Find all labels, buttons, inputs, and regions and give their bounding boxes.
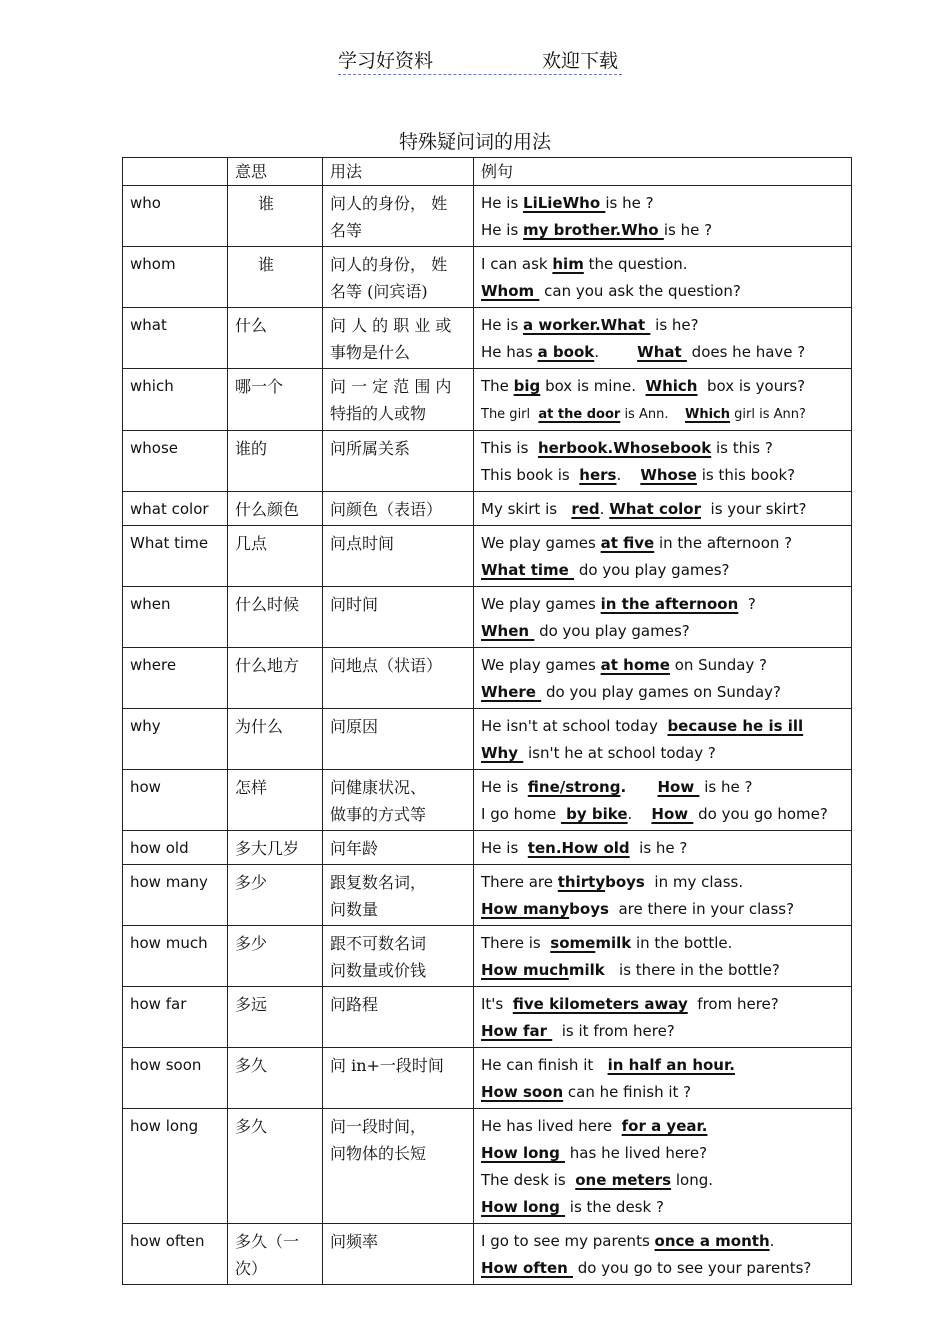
example-sentence	[481, 835, 844, 862]
meaning-cell: 哪一个	[228, 369, 323, 431]
sentence-text: He can finish it	[481, 1056, 608, 1074]
sentence-text: We play games	[481, 656, 601, 674]
usage-line: 特指的人或物	[330, 404, 427, 423]
answer-highlight: How far	[481, 1022, 553, 1040]
usage-cell	[323, 831, 474, 865]
example-sentence	[481, 1228, 844, 1255]
sentence-text: is he ?	[663, 221, 713, 239]
sentence-text: .	[620, 778, 658, 796]
answer-highlight: by bike	[560, 805, 628, 823]
page-header	[338, 46, 622, 75]
usage-line: 做事的方式等	[330, 805, 427, 824]
sentence-text: The	[481, 377, 514, 395]
sentence-text: is this ?	[711, 439, 773, 457]
usage-line: 问健康状况、	[330, 778, 427, 797]
meaning-cell: 多久（一次）	[228, 1224, 323, 1285]
header-left-text: 学习好资料	[338, 50, 434, 72]
answer-highlight: him	[552, 255, 584, 273]
sentence-text: has he lived here?	[565, 1144, 708, 1162]
table-row	[123, 526, 852, 587]
usage-line: 事物是什么	[330, 343, 411, 362]
sentence-text: can he finish it ?	[563, 1083, 692, 1101]
usage-line: 问 in+一段时间	[330, 1056, 444, 1075]
usage-line: 问 一 定 范 围 内	[330, 377, 452, 396]
usage-cell	[323, 526, 474, 587]
sentence-text: do you go to see your parents?	[573, 1259, 812, 1277]
sentence-text: .	[616, 466, 641, 484]
example-sentence	[481, 1255, 844, 1282]
sentence-text: is he ?	[699, 778, 753, 796]
question-word-cell: how long	[123, 1109, 228, 1224]
table-row	[123, 308, 852, 369]
example-sentence	[481, 1140, 844, 1167]
example-sentence	[481, 496, 844, 523]
sentence-text: boys	[569, 900, 609, 918]
question-word-cell: how far	[123, 987, 228, 1048]
usage-line: 问点时间	[330, 534, 395, 553]
sentence-text: do you play games?	[534, 622, 690, 640]
sentence-text: do you play games on Sunday?	[541, 683, 781, 701]
answer-highlight: Why	[481, 744, 524, 762]
meaning-cell: 多少	[228, 926, 323, 987]
example-cell	[474, 492, 852, 526]
sentence-text: He is	[481, 316, 524, 334]
meaning-cell: 多大几岁	[228, 831, 323, 865]
meaning-cell: 谁	[228, 186, 323, 247]
example-sentence	[481, 618, 844, 645]
table-body	[123, 186, 852, 1285]
header-right-text: 欢迎下载	[541, 50, 618, 72]
usage-cell	[323, 770, 474, 831]
answer-highlight: at five	[600, 534, 655, 552]
sentence-text: in the bottle.	[631, 934, 733, 952]
sentence-text: do you play games?	[574, 561, 730, 579]
sentence-text: is the desk ?	[565, 1198, 664, 1216]
usage-cell	[323, 369, 474, 431]
example-cell	[474, 770, 852, 831]
answer-highlight: at home	[600, 656, 670, 674]
table-row	[123, 709, 852, 770]
sentence-text: He is	[481, 221, 524, 239]
usage-line: 问频率	[330, 1232, 379, 1251]
usage-cell	[323, 865, 474, 926]
example-sentence	[481, 1194, 844, 1221]
example-sentence	[481, 930, 844, 957]
sentence-text: from here?	[687, 995, 779, 1013]
table-row	[123, 648, 852, 709]
usage-line: 跟不可数名词	[330, 934, 427, 953]
sentence-text: We play games	[481, 534, 601, 552]
sentence-text: .	[769, 1232, 775, 1250]
usage-cell	[323, 1048, 474, 1109]
table-row	[123, 926, 852, 987]
table-row	[123, 1048, 852, 1109]
example-sentence	[481, 312, 844, 339]
meaning-cell: 多久	[228, 1109, 323, 1224]
answer-highlight: in half an hour.	[607, 1056, 735, 1074]
sentence-text: .	[627, 805, 652, 823]
usage-line: 问颜色（表语）	[330, 500, 443, 519]
answer-highlight: in the afternoon	[600, 595, 739, 613]
answer-highlight: When	[481, 622, 535, 640]
table-row	[123, 492, 852, 526]
answer-highlight: How long	[481, 1198, 566, 1216]
usage-line: 问数量	[330, 900, 379, 919]
question-word-cell: which	[123, 369, 228, 431]
answer-highlight: red	[571, 500, 600, 518]
usage-line: 问物体的长短	[330, 1144, 427, 1163]
answer-highlight: hers	[579, 466, 617, 484]
example-cell	[474, 186, 852, 247]
example-sentence	[481, 400, 844, 428]
sentence-text: boys	[605, 873, 645, 891]
usage-line: 问年龄	[330, 839, 379, 858]
table-row	[123, 1109, 852, 1224]
sentence-text: is there in the bottle?	[604, 961, 780, 979]
question-word-cell: who	[123, 186, 228, 247]
answer-highlight: herbook.Whosebook	[537, 439, 712, 457]
question-word-cell: what	[123, 308, 228, 369]
sentence-text: is he?	[650, 316, 699, 334]
answer-highlight: Whom	[481, 282, 540, 300]
usage-line: 问一段时间，	[330, 1117, 427, 1136]
example-sentence	[481, 530, 844, 557]
question-word-cell: What time	[123, 526, 228, 587]
table-row	[123, 587, 852, 648]
meaning-cell: 怎样	[228, 770, 323, 831]
answer-highlight: once a month	[654, 1232, 770, 1250]
usage-line: 问原因	[330, 717, 379, 736]
sentence-text: is this book?	[696, 466, 796, 484]
example-cell	[474, 987, 852, 1048]
sentence-text: He is	[481, 839, 528, 857]
table-row	[123, 369, 852, 431]
example-sentence	[481, 217, 844, 244]
question-word-cell: how old	[123, 831, 228, 865]
answer-highlight: Which	[645, 377, 698, 395]
table-row	[123, 1224, 852, 1285]
question-word-cell: where	[123, 648, 228, 709]
sentence-text: My skirt is	[481, 500, 572, 518]
answer-highlight: How much	[481, 961, 569, 979]
sentence-text: does he have ?	[686, 343, 806, 361]
example-cell	[474, 247, 852, 308]
sentence-text: girl is Ann?	[730, 407, 806, 422]
sentence-text: milk	[568, 961, 605, 979]
sentence-text: I go home	[481, 805, 561, 823]
meaning-cell: 什么时候	[228, 587, 323, 648]
answer-highlight: LiLieWho	[523, 194, 606, 212]
example-sentence	[481, 373, 844, 400]
usage-cell	[323, 1224, 474, 1285]
meaning-cell: 为什么	[228, 709, 323, 770]
question-word-cell: whom	[123, 247, 228, 308]
example-sentence	[481, 801, 844, 828]
example-sentence	[481, 1079, 844, 1106]
sentence-text: the question.	[583, 255, 688, 273]
meaning-cell: 什么地方	[228, 648, 323, 709]
sentence-text: ?	[738, 595, 756, 613]
table-row	[123, 770, 852, 831]
sentence-text: do you go home?	[693, 805, 828, 823]
answer-highlight: because he is ill	[667, 717, 804, 735]
example-cell	[474, 1048, 852, 1109]
sentence-text: long.	[671, 1171, 713, 1189]
sentence-text: on Sunday ?	[669, 656, 768, 674]
usage-line: 问地点（状语）	[330, 656, 443, 675]
example-sentence	[481, 190, 844, 217]
meaning-cell: 多久	[228, 1048, 323, 1109]
example-sentence	[481, 1167, 844, 1194]
usage-cell	[323, 709, 474, 770]
answer-highlight: Which	[685, 407, 731, 422]
example-cell	[474, 831, 852, 865]
usage-line: 问人的身份， 姓	[330, 194, 448, 213]
answer-highlight: at the door	[538, 407, 621, 422]
sentence-text: We play games	[481, 595, 601, 613]
question-word-cell: what color	[123, 492, 228, 526]
answer-highlight: What	[637, 343, 687, 361]
sentence-text: are there in your class?	[608, 900, 795, 918]
table-header-row	[123, 158, 852, 186]
column-header-example: 例句	[474, 158, 852, 186]
answer-highlight: big	[513, 377, 541, 395]
meaning-cell: 谁	[228, 247, 323, 308]
table-row	[123, 186, 852, 247]
usage-line: 名等	[330, 221, 363, 240]
question-word-cell: how many	[123, 865, 228, 926]
answer-highlight: fine/strong	[527, 778, 621, 796]
example-sentence	[481, 869, 844, 896]
answer-highlight: How many	[481, 900, 570, 918]
usage-cell	[323, 431, 474, 492]
example-sentence	[481, 435, 844, 462]
sentence-text: .	[599, 500, 610, 518]
sentence-text: He has lived here	[481, 1117, 622, 1135]
usage-line: 问路程	[330, 995, 379, 1014]
example-cell	[474, 587, 852, 648]
answer-highlight: How long	[481, 1144, 566, 1162]
question-word-cell: how	[123, 770, 228, 831]
sentence-text: is it from here?	[552, 1022, 675, 1040]
answer-highlight: my brother.Who	[523, 221, 664, 239]
sentence-text: is he ?	[629, 839, 688, 857]
question-word-cell: why	[123, 709, 228, 770]
meaning-cell: 什么	[228, 308, 323, 369]
usage-line: 跟复数名词，	[330, 873, 427, 892]
example-sentence	[481, 679, 844, 706]
example-cell	[474, 369, 852, 431]
usage-line: 问 人 的 职 业 或	[330, 316, 452, 335]
usage-line: 问时间	[330, 595, 379, 614]
example-sentence	[481, 713, 844, 740]
usage-cell	[323, 926, 474, 987]
example-sentence	[481, 339, 844, 366]
answer-highlight: What color	[609, 500, 701, 518]
example-cell	[474, 865, 852, 926]
sentence-text: I can ask	[481, 255, 553, 273]
table-row	[123, 987, 852, 1048]
meaning-cell: 什么颜色	[228, 492, 323, 526]
answer-highlight: What time	[481, 561, 575, 579]
answer-highlight: thirty	[557, 873, 606, 891]
meaning-cell: 谁的	[228, 431, 323, 492]
sentence-text: He isn't at school today	[481, 717, 668, 735]
example-sentence	[481, 957, 844, 984]
sentence-text: It's	[481, 995, 513, 1013]
sentence-text: box is mine.	[540, 377, 646, 395]
question-word-table	[122, 157, 852, 1285]
example-cell	[474, 308, 852, 369]
sentence-text: is your skirt?	[701, 500, 807, 518]
example-sentence	[481, 591, 844, 618]
question-word-cell: how often	[123, 1224, 228, 1285]
sentence-text: is he ?	[605, 194, 654, 212]
usage-cell	[323, 492, 474, 526]
example-sentence	[481, 740, 844, 767]
meaning-cell: 多少	[228, 865, 323, 926]
example-sentence	[481, 652, 844, 679]
sentence-text: He is	[481, 778, 528, 796]
question-word-cell: how soon	[123, 1048, 228, 1109]
example-sentence	[481, 1018, 844, 1045]
usage-line: 问数量或价钱	[330, 961, 427, 980]
usage-cell	[323, 308, 474, 369]
example-sentence	[481, 1052, 844, 1079]
usage-line: 问所属关系	[330, 439, 411, 458]
example-sentence	[481, 774, 844, 801]
sentence-text: The girl	[481, 407, 539, 422]
answer-highlight: some	[550, 934, 596, 952]
usage-cell	[323, 186, 474, 247]
example-sentence	[481, 896, 844, 923]
table-row	[123, 831, 852, 865]
usage-cell	[323, 987, 474, 1048]
example-cell	[474, 431, 852, 492]
table-row	[123, 247, 852, 308]
answer-highlight: How	[657, 778, 700, 796]
answer-highlight: five kilometers away	[512, 995, 688, 1013]
document-title: 特殊疑问词的用法	[398, 131, 551, 153]
answer-highlight: How often	[481, 1259, 574, 1277]
example-sentence	[481, 251, 844, 278]
answer-highlight: Where	[481, 683, 542, 701]
answer-highlight: How soon	[481, 1083, 564, 1101]
usage-cell	[323, 648, 474, 709]
example-cell	[474, 648, 852, 709]
usage-cell	[323, 587, 474, 648]
example-sentence	[481, 278, 844, 305]
table-row	[123, 865, 852, 926]
sentence-text: in my class.	[644, 873, 744, 891]
example-sentence	[481, 462, 844, 489]
usage-cell	[323, 1109, 474, 1224]
example-cell	[474, 1224, 852, 1285]
usage-line: 名等 (问宾语)	[330, 282, 428, 301]
example-cell	[474, 526, 852, 587]
sentence-text: He has	[481, 343, 538, 361]
sentence-text: in the afternoon ?	[654, 534, 793, 552]
meaning-cell: 几点	[228, 526, 323, 587]
column-header-meaning: 意思	[228, 158, 323, 186]
meaning-cell: 多远	[228, 987, 323, 1048]
answer-highlight: a book	[537, 343, 595, 361]
answer-highlight: How	[651, 805, 694, 823]
example-sentence	[481, 557, 844, 584]
sentence-text: isn't he at school today ?	[523, 744, 716, 762]
question-word-cell: whose	[123, 431, 228, 492]
sentence-text: is Ann.	[620, 407, 685, 422]
example-cell	[474, 709, 852, 770]
usage-cell	[323, 247, 474, 308]
answer-highlight: a worker.What	[523, 316, 651, 334]
column-header-word	[123, 158, 228, 186]
example-cell	[474, 926, 852, 987]
sentence-text: He is	[481, 194, 524, 212]
usage-line: 问人的身份， 姓	[330, 255, 448, 274]
sentence-text: This is	[481, 439, 538, 457]
answer-highlight: for a year.	[621, 1117, 708, 1135]
sentence-text: There are	[481, 873, 558, 891]
sentence-text: box is yours?	[697, 377, 806, 395]
sentence-text: milk	[595, 934, 632, 952]
example-sentence	[481, 991, 844, 1018]
sentence-text: There is	[481, 934, 551, 952]
table-row	[123, 431, 852, 492]
answer-highlight: Whose	[640, 466, 697, 484]
sentence-text: .	[594, 343, 638, 361]
sentence-text: I go to see my parents	[481, 1232, 655, 1250]
example-sentence	[481, 1113, 844, 1140]
answer-highlight: ten.How old	[527, 839, 630, 857]
sentence-text: can you ask the question?	[539, 282, 741, 300]
question-word-cell: when	[123, 587, 228, 648]
sentence-text: This book is	[481, 466, 580, 484]
answer-highlight: one meters	[575, 1171, 672, 1189]
example-cell	[474, 1109, 852, 1224]
column-header-usage: 用法	[323, 158, 474, 186]
sentence-text: The desk is	[481, 1171, 576, 1189]
question-word-cell: how much	[123, 926, 228, 987]
